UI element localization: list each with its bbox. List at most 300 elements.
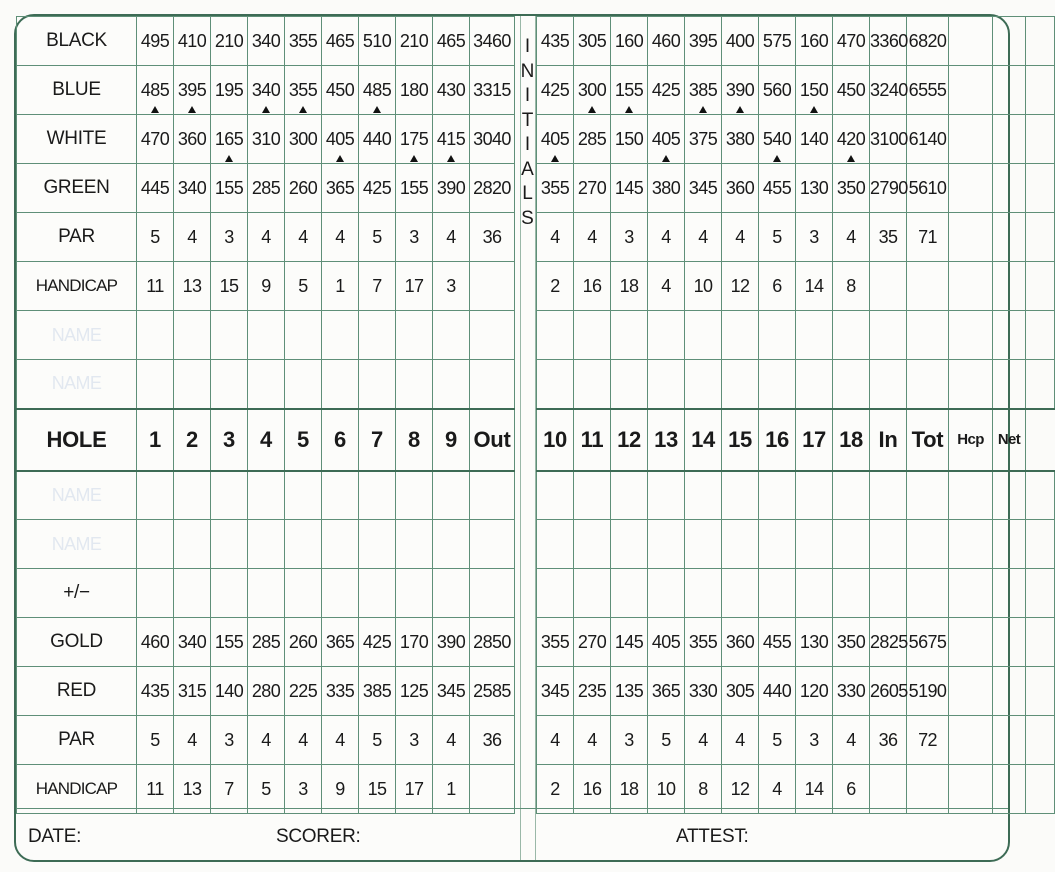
front-cell: 405 bbox=[322, 115, 359, 164]
score-cell[interactable] bbox=[574, 311, 611, 360]
front-cell: 4 bbox=[322, 213, 359, 262]
score-cell[interactable] bbox=[174, 569, 211, 618]
empty-cell bbox=[993, 716, 1026, 765]
back-cell: 270 bbox=[574, 618, 611, 667]
score-cell[interactable] bbox=[211, 360, 248, 409]
back-cell: 6140 bbox=[907, 115, 949, 164]
score-cell[interactable] bbox=[322, 471, 359, 520]
score-cell[interactable] bbox=[833, 360, 870, 409]
empty-cell bbox=[1026, 667, 1055, 716]
score-cell[interactable] bbox=[537, 311, 574, 360]
front-cell: 36 bbox=[470, 716, 515, 765]
empty-cell bbox=[1026, 17, 1055, 66]
front-cell: 15 bbox=[359, 765, 396, 814]
front-cell: 4 bbox=[285, 716, 322, 765]
front-cell: 340 bbox=[248, 17, 285, 66]
score-cell[interactable] bbox=[285, 360, 322, 409]
front-cell: 11 bbox=[137, 262, 174, 311]
score-cell[interactable] bbox=[993, 520, 1026, 569]
row-label: RED bbox=[17, 667, 137, 716]
score-cell[interactable] bbox=[322, 311, 359, 360]
back-cell: 375 bbox=[685, 115, 722, 164]
player-name-field[interactable]: NAME bbox=[17, 520, 137, 569]
back-cell: 355 bbox=[537, 618, 574, 667]
score-cell[interactable] bbox=[137, 360, 174, 409]
score-cell[interactable] bbox=[248, 311, 285, 360]
player-name-field[interactable]: NAME bbox=[17, 471, 137, 520]
front-cell: 225 bbox=[285, 667, 322, 716]
front-cell: 13 bbox=[174, 765, 211, 814]
hole-number: 7 bbox=[359, 409, 396, 471]
front-nine-table bbox=[16, 16, 515, 814]
score-cell[interactable] bbox=[648, 520, 685, 569]
score-cell[interactable] bbox=[870, 360, 907, 409]
front-cell: 3 bbox=[211, 213, 248, 262]
back-cell: 3 bbox=[796, 716, 833, 765]
empty-cell bbox=[993, 765, 1026, 814]
score-cell[interactable] bbox=[574, 520, 611, 569]
score-cell[interactable] bbox=[907, 569, 949, 618]
front-cell: 13 bbox=[174, 262, 211, 311]
back-cell: 5 bbox=[759, 716, 796, 765]
back-nine-table bbox=[536, 16, 1055, 814]
back-cell: 330 bbox=[685, 667, 722, 716]
back-cell: 5190 bbox=[907, 667, 949, 716]
front-cell: 310 bbox=[248, 115, 285, 164]
score-cell[interactable] bbox=[137, 471, 174, 520]
row-label: GREEN bbox=[17, 164, 137, 213]
back-cell: 4 bbox=[833, 716, 870, 765]
front-cell: 9 bbox=[322, 765, 359, 814]
score-cell[interactable] bbox=[248, 471, 285, 520]
back-cell: 4 bbox=[833, 213, 870, 262]
score-cell[interactable] bbox=[722, 360, 759, 409]
initials-letter: N bbox=[520, 60, 535, 82]
front-cell: 5 bbox=[359, 716, 396, 765]
empty-cell bbox=[1026, 213, 1055, 262]
date-field[interactable]: DATE: bbox=[28, 826, 82, 847]
score-cell[interactable] bbox=[359, 360, 396, 409]
back-cell: 405 bbox=[537, 115, 574, 164]
score-cell[interactable] bbox=[174, 311, 211, 360]
score-cell[interactable] bbox=[648, 311, 685, 360]
score-cell[interactable] bbox=[359, 311, 396, 360]
front-cell: 175 bbox=[396, 115, 433, 164]
front-cell: 365 bbox=[322, 618, 359, 667]
score-cell[interactable] bbox=[611, 569, 648, 618]
front-cell: 315 bbox=[174, 667, 211, 716]
hole-number: Net bbox=[993, 409, 1026, 471]
score-cell[interactable] bbox=[470, 520, 515, 569]
row-label: PAR bbox=[17, 716, 137, 765]
front-cell: 17 bbox=[396, 262, 433, 311]
back-cell: 145 bbox=[611, 618, 648, 667]
back-cell: 5 bbox=[648, 716, 685, 765]
back-cell: 36 bbox=[870, 716, 907, 765]
front-cell: 435 bbox=[137, 667, 174, 716]
score-cell[interactable] bbox=[722, 311, 759, 360]
front-cell: 465 bbox=[433, 17, 470, 66]
front-cell: 3460 bbox=[470, 17, 515, 66]
player-name-field[interactable]: NAME bbox=[17, 360, 137, 409]
front-cell: 360 bbox=[174, 115, 211, 164]
front-cell: 36 bbox=[470, 213, 515, 262]
front-cell: 125 bbox=[396, 667, 433, 716]
back-cell: 540 bbox=[759, 115, 796, 164]
front-cell bbox=[470, 262, 515, 311]
hole-number: 11 bbox=[574, 409, 611, 471]
score-cell[interactable] bbox=[285, 471, 322, 520]
back-cell: 405 bbox=[648, 115, 685, 164]
back-cell: 3360 bbox=[870, 17, 907, 66]
score-cell[interactable] bbox=[648, 471, 685, 520]
back-cell: 5610 bbox=[907, 164, 949, 213]
back-cell: 8 bbox=[685, 765, 722, 814]
score-cell[interactable] bbox=[870, 311, 907, 360]
front-cell: 5 bbox=[359, 213, 396, 262]
score-cell[interactable] bbox=[574, 360, 611, 409]
score-cell[interactable] bbox=[611, 360, 648, 409]
empty-cell bbox=[949, 164, 993, 213]
score-cell[interactable] bbox=[722, 471, 759, 520]
back-cell: 14 bbox=[796, 765, 833, 814]
front-cell: 5 bbox=[137, 213, 174, 262]
score-cell[interactable] bbox=[993, 360, 1026, 409]
front-cell: 3315 bbox=[470, 66, 515, 115]
score-cell[interactable] bbox=[907, 311, 949, 360]
score-cell[interactable] bbox=[993, 569, 1026, 618]
score-cell[interactable] bbox=[433, 471, 470, 520]
score-cell[interactable] bbox=[574, 471, 611, 520]
score-cell[interactable] bbox=[322, 360, 359, 409]
score-cell[interactable] bbox=[796, 569, 833, 618]
front-cell: 345 bbox=[433, 667, 470, 716]
back-cell: 16 bbox=[574, 262, 611, 311]
score-cell[interactable] bbox=[211, 311, 248, 360]
score-cell[interactable] bbox=[1026, 471, 1055, 520]
front-cell: 425 bbox=[359, 164, 396, 213]
back-cell: 14 bbox=[796, 262, 833, 311]
score-cell[interactable] bbox=[949, 569, 993, 618]
score-cell[interactable] bbox=[759, 569, 796, 618]
score-cell[interactable] bbox=[1026, 360, 1055, 409]
front-cell: 3 bbox=[396, 213, 433, 262]
back-cell: 5675 bbox=[907, 618, 949, 667]
score-cell[interactable] bbox=[833, 569, 870, 618]
score-cell[interactable] bbox=[433, 569, 470, 618]
back-cell: 135 bbox=[611, 667, 648, 716]
back-cell: 575 bbox=[759, 17, 796, 66]
score-cell[interactable] bbox=[285, 569, 322, 618]
front-cell: 4 bbox=[433, 213, 470, 262]
front-cell: 410 bbox=[174, 17, 211, 66]
hole-number: 14 bbox=[685, 409, 722, 471]
score-cell[interactable] bbox=[174, 471, 211, 520]
hole-number: 1 bbox=[137, 409, 174, 471]
stroke-marker-icon bbox=[188, 106, 196, 113]
score-cell[interactable] bbox=[796, 360, 833, 409]
stroke-marker-icon bbox=[299, 106, 307, 113]
score-cell[interactable] bbox=[993, 311, 1026, 360]
score-cell[interactable] bbox=[211, 471, 248, 520]
initials-letter: T bbox=[521, 109, 534, 131]
hole-number: 12 bbox=[611, 409, 648, 471]
front-cell: 7 bbox=[211, 765, 248, 814]
front-cell: 470 bbox=[137, 115, 174, 164]
back-cell: 420 bbox=[833, 115, 870, 164]
front-cell: 285 bbox=[248, 618, 285, 667]
score-cell[interactable] bbox=[537, 569, 574, 618]
back-cell: 330 bbox=[833, 667, 870, 716]
score-cell[interactable] bbox=[322, 569, 359, 618]
back-cell: 155 bbox=[611, 66, 648, 115]
score-cell[interactable] bbox=[949, 360, 993, 409]
score-cell[interactable] bbox=[211, 520, 248, 569]
scorecard bbox=[14, 14, 1021, 862]
back-cell: 435 bbox=[537, 17, 574, 66]
front-cell: 9 bbox=[248, 262, 285, 311]
score-cell[interactable] bbox=[759, 520, 796, 569]
score-cell[interactable] bbox=[574, 569, 611, 618]
score-cell[interactable] bbox=[907, 360, 949, 409]
score-cell[interactable] bbox=[396, 569, 433, 618]
hole-number: 2 bbox=[174, 409, 211, 471]
front-cell: 7 bbox=[359, 262, 396, 311]
score-cell[interactable] bbox=[537, 360, 574, 409]
initials-letter: A bbox=[521, 158, 534, 180]
initials-letter: I bbox=[524, 36, 531, 57]
back-cell: 4 bbox=[574, 716, 611, 765]
score-cell[interactable] bbox=[359, 520, 396, 569]
hole-number: 13 bbox=[648, 409, 685, 471]
score-cell[interactable] bbox=[833, 520, 870, 569]
front-cell: 165 bbox=[211, 115, 248, 164]
score-cell[interactable] bbox=[648, 360, 685, 409]
score-cell[interactable] bbox=[285, 520, 322, 569]
back-cell: 6820 bbox=[907, 17, 949, 66]
back-cell: 560 bbox=[759, 66, 796, 115]
score-cell[interactable] bbox=[685, 520, 722, 569]
back-cell: 140 bbox=[796, 115, 833, 164]
score-cell[interactable] bbox=[211, 569, 248, 618]
score-cell[interactable] bbox=[949, 311, 993, 360]
score-cell[interactable] bbox=[759, 311, 796, 360]
front-cell: 4 bbox=[433, 716, 470, 765]
score-cell[interactable] bbox=[396, 471, 433, 520]
score-cell[interactable] bbox=[685, 569, 722, 618]
hole-number: 16 bbox=[759, 409, 796, 471]
stroke-marker-icon bbox=[336, 155, 344, 162]
front-cell: 495 bbox=[137, 17, 174, 66]
front-cell: 485 bbox=[359, 66, 396, 115]
front-cell: 4 bbox=[174, 213, 211, 262]
hole-number: 8 bbox=[396, 409, 433, 471]
empty-cell bbox=[993, 115, 1026, 164]
stroke-marker-icon bbox=[551, 155, 559, 162]
hole-number: Hcp bbox=[949, 409, 993, 471]
front-cell: 365 bbox=[322, 164, 359, 213]
back-cell bbox=[907, 262, 949, 311]
initials-letter: I bbox=[524, 85, 531, 106]
front-cell: 1 bbox=[322, 262, 359, 311]
score-cell[interactable] bbox=[470, 569, 515, 618]
score-cell[interactable] bbox=[759, 471, 796, 520]
score-cell[interactable] bbox=[907, 520, 949, 569]
back-cell: 2 bbox=[537, 765, 574, 814]
front-cell: 390 bbox=[433, 618, 470, 667]
score-cell[interactable] bbox=[759, 360, 796, 409]
score-cell[interactable] bbox=[285, 311, 322, 360]
score-cell[interactable] bbox=[174, 360, 211, 409]
back-cell: 4 bbox=[648, 262, 685, 311]
score-cell[interactable] bbox=[611, 471, 648, 520]
score-cell[interactable] bbox=[1026, 520, 1055, 569]
back-cell: 355 bbox=[685, 618, 722, 667]
signature-bar bbox=[16, 808, 1008, 865]
back-cell: 380 bbox=[722, 115, 759, 164]
back-cell: 350 bbox=[833, 618, 870, 667]
back-cell: 2 bbox=[537, 262, 574, 311]
player-name-field[interactable]: NAME bbox=[17, 311, 137, 360]
front-cell: 140 bbox=[211, 667, 248, 716]
front-cell: 355 bbox=[285, 17, 322, 66]
score-cell[interactable] bbox=[359, 569, 396, 618]
empty-cell bbox=[949, 667, 993, 716]
score-cell[interactable] bbox=[648, 569, 685, 618]
attest-field[interactable]: ATTEST: bbox=[676, 826, 749, 847]
empty-cell bbox=[1026, 164, 1055, 213]
score-cell[interactable] bbox=[1026, 569, 1055, 618]
score-cell[interactable] bbox=[322, 520, 359, 569]
score-cell[interactable] bbox=[722, 520, 759, 569]
score-cell[interactable] bbox=[833, 311, 870, 360]
score-cell[interactable] bbox=[248, 360, 285, 409]
score-cell[interactable] bbox=[1026, 311, 1055, 360]
back-cell: 455 bbox=[759, 164, 796, 213]
stroke-marker-icon bbox=[151, 106, 159, 113]
empty-cell bbox=[949, 262, 993, 311]
front-cell: 210 bbox=[211, 17, 248, 66]
empty-cell bbox=[1026, 115, 1055, 164]
score-cell[interactable] bbox=[359, 471, 396, 520]
score-cell[interactable] bbox=[396, 520, 433, 569]
score-cell[interactable] bbox=[137, 569, 174, 618]
row-label: BLUE bbox=[17, 66, 137, 115]
scorer-field[interactable]: SCORER: bbox=[276, 826, 361, 847]
back-cell bbox=[907, 765, 949, 814]
score-cell[interactable] bbox=[685, 311, 722, 360]
score-cell[interactable] bbox=[907, 471, 949, 520]
front-cell: 3 bbox=[285, 765, 322, 814]
score-cell[interactable] bbox=[137, 311, 174, 360]
back-cell: 270 bbox=[574, 164, 611, 213]
score-cell[interactable] bbox=[796, 311, 833, 360]
back-cell: 72 bbox=[907, 716, 949, 765]
stroke-marker-icon bbox=[662, 155, 670, 162]
back-cell: 305 bbox=[574, 17, 611, 66]
back-cell: 6 bbox=[759, 262, 796, 311]
score-cell[interactable] bbox=[137, 520, 174, 569]
front-cell: 3 bbox=[396, 716, 433, 765]
score-cell[interactable] bbox=[870, 471, 907, 520]
empty-cell bbox=[993, 66, 1026, 115]
back-cell: 71 bbox=[907, 213, 949, 262]
back-cell: 380 bbox=[648, 164, 685, 213]
score-cell[interactable] bbox=[174, 520, 211, 569]
score-cell[interactable] bbox=[470, 471, 515, 520]
back-cell: 12 bbox=[722, 765, 759, 814]
back-cell: 235 bbox=[574, 667, 611, 716]
back-cell: 4 bbox=[537, 213, 574, 262]
hole-number: 18 bbox=[833, 409, 870, 471]
empty-cell bbox=[993, 618, 1026, 667]
back-cell: 2825 bbox=[870, 618, 907, 667]
score-cell[interactable] bbox=[611, 520, 648, 569]
front-cell: 1 bbox=[433, 765, 470, 814]
back-cell: 405 bbox=[648, 618, 685, 667]
score-cell[interactable] bbox=[870, 520, 907, 569]
hole-number: Out bbox=[470, 409, 515, 471]
empty-cell bbox=[949, 17, 993, 66]
score-cell[interactable] bbox=[685, 360, 722, 409]
empty-cell bbox=[949, 66, 993, 115]
score-cell[interactable] bbox=[433, 311, 470, 360]
back-cell: 285 bbox=[574, 115, 611, 164]
score-cell[interactable] bbox=[611, 311, 648, 360]
empty-cell bbox=[1026, 66, 1055, 115]
score-cell[interactable] bbox=[685, 471, 722, 520]
score-cell[interactable] bbox=[433, 520, 470, 569]
front-cell: 485 bbox=[137, 66, 174, 115]
stroke-marker-icon bbox=[373, 106, 381, 113]
front-cell: 210 bbox=[396, 17, 433, 66]
score-cell[interactable] bbox=[993, 471, 1026, 520]
front-cell: 340 bbox=[174, 618, 211, 667]
score-cell[interactable] bbox=[722, 569, 759, 618]
back-cell: 360 bbox=[722, 164, 759, 213]
hole-label: HOLE bbox=[17, 409, 137, 471]
score-cell[interactable] bbox=[796, 471, 833, 520]
score-cell[interactable] bbox=[833, 471, 870, 520]
score-cell[interactable] bbox=[396, 360, 433, 409]
back-cell: 300 bbox=[574, 66, 611, 115]
score-cell[interactable] bbox=[870, 569, 907, 618]
score-cell[interactable] bbox=[433, 360, 470, 409]
score-cell[interactable] bbox=[396, 311, 433, 360]
back-cell: 455 bbox=[759, 618, 796, 667]
score-cell[interactable] bbox=[537, 471, 574, 520]
score-cell[interactable] bbox=[949, 471, 993, 520]
back-cell: 470 bbox=[833, 17, 870, 66]
score-cell[interactable] bbox=[537, 520, 574, 569]
front-cell: 385 bbox=[359, 667, 396, 716]
front-cell: 340 bbox=[174, 164, 211, 213]
back-cell: 345 bbox=[537, 667, 574, 716]
score-cell[interactable] bbox=[248, 520, 285, 569]
score-cell[interactable] bbox=[470, 360, 515, 409]
score-cell[interactable] bbox=[796, 520, 833, 569]
front-cell: 465 bbox=[322, 17, 359, 66]
front-cell: 2850 bbox=[470, 618, 515, 667]
score-cell[interactable] bbox=[470, 311, 515, 360]
back-cell: 8 bbox=[833, 262, 870, 311]
back-cell: 150 bbox=[796, 66, 833, 115]
back-cell: 2790 bbox=[870, 164, 907, 213]
score-cell[interactable] bbox=[248, 569, 285, 618]
score-cell[interactable] bbox=[949, 520, 993, 569]
back-cell: 3 bbox=[796, 213, 833, 262]
empty-cell bbox=[1026, 618, 1055, 667]
